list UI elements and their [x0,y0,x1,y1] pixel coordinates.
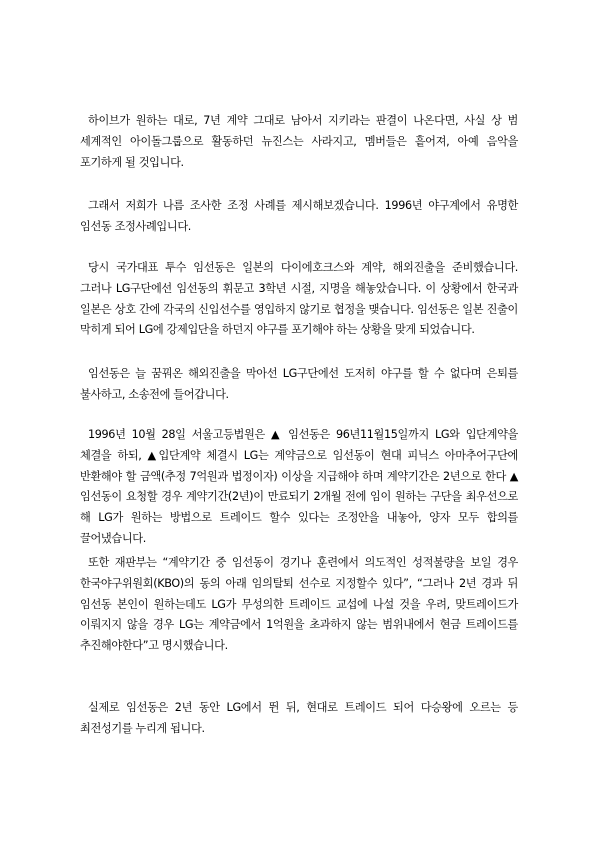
paragraph-2: 그래서 저희가 나름 조사한 조정 사례를 제시해보겠습니다. 1996년 야구계에서 유명한 임선동 조정사례입니다. [80,199,518,233]
paragraph-1: 하이브가 원하는 대로, 7년 계약 그대로 남아서 지키라는 판결이 나온다면, 사실 상 범 세계적인 아이돌그룹으로 활동하던 뉴진스는 사라지고, 멤버들은 흩어져, 아예 음악을 포기하게 될 것입니다. [80,114,518,169]
paragraph-7: 실제로 임선동은 2년 동안 LG에서 뛴 뒤, 현대로 트레이드 되어 다승왕에 오르는 등 최전성기를 누리게 됩니다. [80,701,518,735]
paragraph-6: 또한 재판부는 “계약기간 중 임선동이 경기나 훈련에서 의도적인 성적불량을 보일 경우 한국야구위원회(KBO)의 동의 아래 임의탈퇴 선수로 지정할수 있다”, “그러나 2년 경과 뒤 임선동 본인이 원하는데도 LG가 무성의한 트레이드 교섭에 나설 것을 우려, 맞트레이드가 이뤄지지 않을 경우 LG는 계약금에서 1억원을 초과하지 않는 범위내에서 현금 트레이드를 추진해야한다”고 명시했습니다. [80,556,518,653]
paragraph-5: 1996년 10월 28일 서울고등법원은 ▲ 임선동은 96년11월15일까지 LG와 입단계약을 체결을 하되, ▲입단계약 체결시 LG는 계약금으로 임선동이 현대 피닉스 아마추어구단에 반환해야 할 금액(추정 7억원과 법정이자) 이상을 지급해야 하며 계약기간은 2년으로 한다 ▲ 임선동이 요청할 경우 계약기간(2년)이 만료되기 2개월 전에 임이 원하는 구단을 최우선으로 해 LG가 원하는 방법으로 트레이드 할수 있다는 조정안을 내놓아, 양자 모두 합의를 끌어냈습니다. [80,428,518,545]
paragraph-3: 당시 국가대표 투수 임선동은 일본의 다이에호크스와 계약, 해외진출을 준비했습니다. 그러나 LG구단에선 임선동의 휘문고 3학년 시절, 지명을 해놓았습니다. 이 상황에서 한국과 일본은 상호 간에 각국의 신입선수를 영입하지 않기로 협정을 맺습니다. 임선동은 일본 진출이 막히게 되어 LG에 강제입단을 하던지 야구를 포기해야 하는 상황을 맞게 되었습니다. [80,261,518,337]
paragraph-4: 임선동은 늘 꿈꿔온 해외진출을 막아선 LG구단에선 도저히 야구를 할 수 없다며 은퇴를 불사하고, 소송전에 들어갑니다. [80,367,518,401]
